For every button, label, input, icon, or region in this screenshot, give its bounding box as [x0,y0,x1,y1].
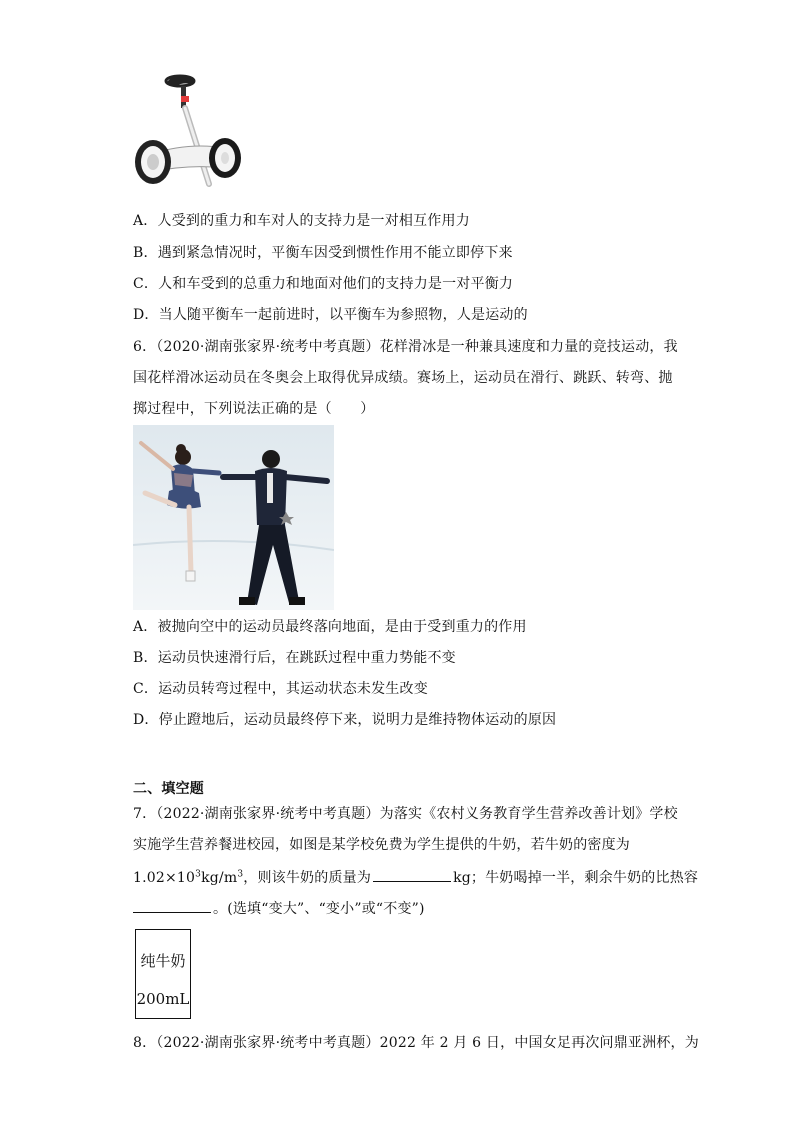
q7-stem-line-4 [133,898,425,919]
q7-heat-prompt: kg；牛奶喝掉一半，剩余牛奶的比热容 [453,870,699,886]
answer-blank-mass[interactable] [373,867,451,882]
q7-mass-prompt: ，则该牛奶的质量为 [243,870,372,886]
q6-stem-line-3: 掷过程中，下列说法正确的是（ ） [133,401,375,417]
density-value: 1.02×10 [133,870,196,886]
q6-option-d: D．停止蹬地后，运动员最终停下来，说明力是维持物体运动的原因 [133,712,557,728]
q7-stem-line-1: 7．（2022·湖南张家界·统考中考真题）为落实《农村义务教育学生营养改善计划》学校 [133,806,678,822]
balance-scooter-image [133,72,245,190]
q7-stem-line-3 [133,867,698,888]
q5-option-b: B．遇到紧急情况时，平衡车因受到惯性作用不能立即停下来 [133,245,513,261]
q5-option-c: C．人和车受到的总重力和地面对他们的支持力是一对平衡力 [133,276,514,292]
q7-stem-line-2: 实施学生营养餐进校园，如图是某学校免费为学生提供的牛奶，若牛奶的密度为 [133,837,630,853]
q6-option-c: C．运动员转弯过程中，其运动状态未发生改变 [133,681,428,697]
q7-choice-hint: 。(选填“变大”、“变小”或“不变”) [213,901,425,917]
q6-stem-line-1: 6．（2020·湖南张家界·统考中考真题）花样滑冰是一种兼具速度和力量的竞技运动，我 [133,339,678,355]
q5-option-a: A．人受到的重力和车对人的支持力是一对相互作用力 [133,213,470,229]
q8-stem-line-1: 8．（2022·湖南张家界·统考中考真题）2022 年 2 月 6 日，中国女足再次问鼎亚洲杯，为 [133,1035,699,1051]
milk-label-volume: 200mL [136,990,190,1008]
section-title-fill-in: 二、填空题 [133,781,204,797]
milk-label-name: 纯牛奶 [140,952,186,970]
q5-option-d: D．当人随平衡车一起前进时，以平衡车为参照物，人是运动的 [133,307,528,323]
density-unit: kg/m [201,870,238,886]
milk-carton-label [135,929,191,1019]
density-exponent: 3 [195,869,202,880]
figure-skating-photo [133,425,334,610]
q6-option-a: A．被抛向空中的运动员最终落向地面，是由于受到重力的作用 [133,619,527,635]
answer-blank-heat-capacity[interactable] [133,898,211,913]
q6-stem-line-2: 国花样滑冰运动员在冬奥会上取得优异成绩。赛场上，运动员在滑行、跳跃、转弯、抛 [133,370,673,386]
density-unit-exponent: 3 [237,869,244,880]
q6-option-b: B．运动员快速滑行后，在跳跃过程中重力势能不变 [133,650,456,666]
